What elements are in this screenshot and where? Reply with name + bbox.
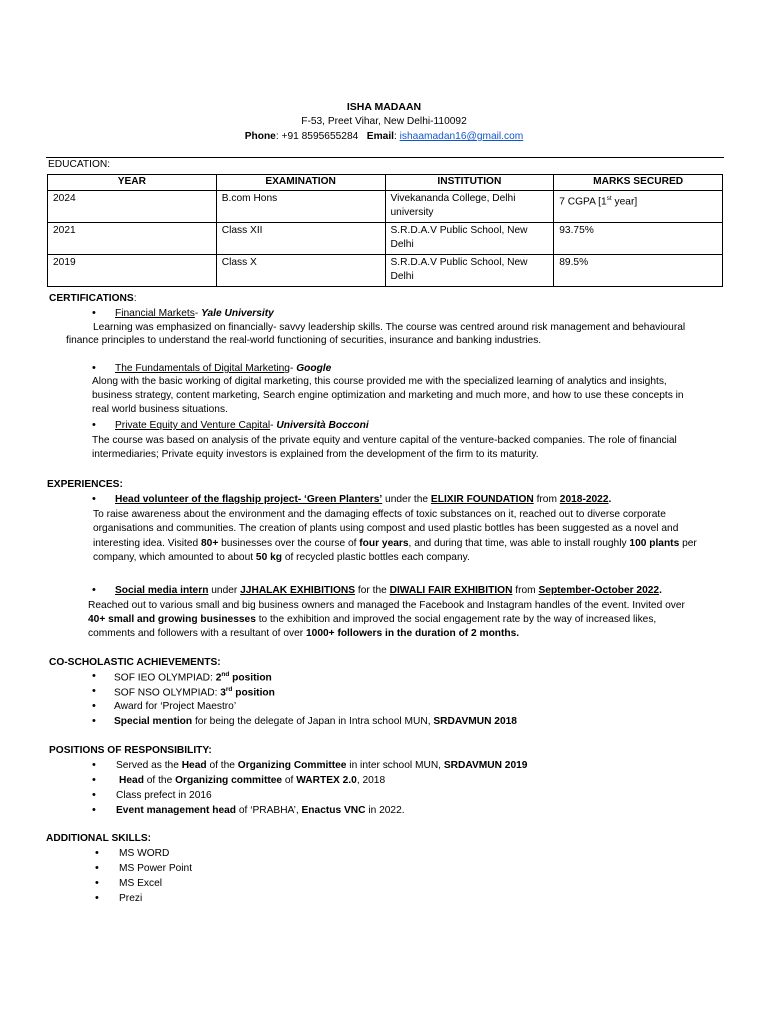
exp-desc-line [93, 538, 697, 549]
education-heading-text: EDUCATION [48, 159, 108, 170]
bullet-icon: • [92, 804, 96, 816]
exp-text: per [679, 538, 697, 549]
cert-desc-line: finance principles to understand the real-world functioning of securities, insurance and banking industries. [66, 335, 542, 346]
item-text: Special mention [114, 716, 193, 727]
skill-item: MS WORD [119, 848, 170, 859]
cell-year: 2019 [48, 254, 217, 286]
cert-sep: - [289, 363, 297, 374]
cell-inst: Vivekananda College, Delhi university [385, 190, 554, 222]
education-heading [48, 159, 110, 170]
item-text: Organizing committee [175, 775, 283, 786]
cert-name: Private Equity and Venture Capital [115, 420, 271, 431]
item-text: Enactus VNC [301, 805, 366, 816]
list-item [114, 686, 275, 698]
cert-sep: - [194, 308, 202, 319]
bullet-icon: • [92, 759, 96, 771]
phone-label: Phone [244, 131, 276, 142]
exp-text: from [512, 585, 539, 596]
exp-text: four years [359, 538, 409, 549]
item-text: 2 [215, 672, 222, 684]
exp-text: 100 plants [629, 538, 680, 549]
item-text: WARTEX 2.0 [296, 775, 357, 786]
exp-role: Head volunteer of the flagship project- ‘Green Planters’ [115, 494, 383, 505]
cert-title [115, 308, 274, 319]
experience-title [115, 494, 611, 505]
exp-desc-line: organisations and communities. The creation of plants using compost and used plastic bottles has been suggested as a novel and [93, 523, 679, 534]
exp-text: interesting idea. Visited [93, 538, 201, 549]
marks-sup: st [606, 194, 612, 202]
exp-desc-line [88, 614, 656, 625]
cell-exam: B.com Hons [216, 190, 385, 222]
item-text: in inter school MUN, [346, 760, 444, 771]
phone-number: : +91 8595655284 [275, 131, 359, 142]
exp-desc-line [88, 628, 519, 639]
exp-text: , and during that time, was able to install roughly [408, 538, 630, 549]
exp-dates: September-October 2022 [538, 585, 660, 596]
exp-text: for the [355, 585, 390, 596]
item-text: of the [206, 760, 238, 771]
bullet-icon: • [92, 670, 96, 682]
cert-desc-line: real world business situations. [92, 404, 228, 415]
email-label: Email [366, 131, 394, 142]
col-marks: MARKS SECURED [554, 175, 723, 191]
exp-desc-line: Reached out to various small and big business owners and managed the Facebook and Instagram handles of the event. Invited over [88, 600, 685, 611]
exp-text: . [659, 585, 662, 596]
table-row [48, 190, 723, 222]
bullet-icon: • [95, 862, 99, 874]
certifications-heading-text: CERTIFICATIONS [49, 293, 134, 304]
cell-exam: Class X [216, 254, 385, 286]
item-sup: nd [221, 671, 230, 678]
candidate-address: F-53, Preet Vihar, New Delhi-110092 [301, 116, 467, 127]
item-text: Organizing Committee [237, 760, 347, 771]
cell-marks: 93.75% [554, 222, 723, 254]
bullet-icon: • [95, 892, 99, 904]
cert-title [115, 420, 369, 431]
skill-item: MS Power Point [119, 863, 193, 874]
exp-desc-line: To raise awareness about the environment and the damaging effects of toxic substances on it, reached out to diverse corporate [93, 509, 666, 520]
exp-text: 50 kg [255, 552, 282, 563]
item-text: of ‘PRABHA’, [236, 805, 302, 816]
cert-name: The Fundamentals of Digital Marketing [115, 363, 290, 374]
item-text: for being the delegate of Japan in Intra school MUN, [192, 716, 434, 727]
exp-event: DIWALI FAIR EXHIBITION [389, 585, 513, 596]
bullet-icon: • [92, 584, 96, 596]
cell-year: 2021 [48, 222, 217, 254]
bullet-icon: • [92, 774, 96, 786]
candidate-name: ISHA MADAAN [346, 101, 422, 113]
cert-desc-line: Along with the basic working of digital marketing, this course provided me with the specialized learning of analytics and insights, [92, 376, 667, 387]
exp-org: JJHALAK EXHIBITIONS [240, 585, 356, 596]
exp-dates: 2018-2022 [559, 494, 609, 505]
bullet-icon: • [95, 877, 99, 889]
exp-text: 40+ small and growing businesses [88, 614, 256, 625]
item-text: position [232, 687, 275, 699]
skill-item: MS Excel [119, 878, 163, 889]
table-row [48, 254, 723, 286]
bullet-icon: • [92, 685, 96, 697]
exp-text: from [533, 494, 560, 505]
marks-text-end: year] [611, 195, 638, 207]
email-link[interactable]: ishaamadan16@gmail.com [399, 131, 524, 142]
exp-text: of recycled plastic bottles each company. [281, 552, 470, 563]
item-text: in 2022. [365, 805, 405, 816]
cert-desc-line: The course was based on analysis of the private equity and venture capital of the venture-backed companies. The role of financial [92, 435, 677, 446]
item-text: 3 [220, 687, 226, 699]
item-text: SOF NSO OLYMPIAD: [114, 687, 221, 699]
cert-org: Yale University [201, 308, 274, 319]
cell-marks [554, 190, 723, 222]
bullet-icon: • [92, 419, 96, 431]
cert-org: Università Bocconi [276, 420, 369, 431]
bullet-icon: • [95, 847, 99, 859]
bullet-icon: • [92, 789, 96, 801]
col-examination: EXAMINATION [216, 175, 385, 191]
cell-inst: S.R.D.A.V Public School, New Delhi [385, 254, 554, 286]
col-year: YEAR [48, 175, 217, 191]
exp-desc-line [93, 552, 470, 563]
positions-heading: POSITIONS OF RESPONSIBILITY: [49, 745, 212, 756]
exp-text: 80+ [200, 538, 219, 549]
exp-text: 1000+ followers in the duration of 2 months. [306, 628, 520, 639]
exp-text: under [208, 585, 241, 596]
bullet-icon: • [92, 362, 96, 374]
exp-text: comments and followers with a resultant of over [88, 628, 306, 639]
item-text: , 2018 [356, 775, 386, 786]
item-text: SRDAVMUN 2018 [433, 716, 517, 727]
cert-desc-line: Learning was emphasized on financially- savvy leadership skills. The course was centred around risk management and behavioural [93, 322, 686, 333]
cert-org: Google [296, 363, 332, 374]
item-text: position [229, 672, 272, 684]
cert-name: Financial Markets [115, 308, 195, 319]
skill-item: Prezi [119, 893, 143, 904]
cell-year: 2024 [48, 190, 217, 222]
item-text: Served as the [116, 760, 182, 771]
cert-title [115, 363, 331, 374]
experience-title [115, 585, 662, 596]
certifications-heading [49, 293, 137, 304]
marks-text: 7 CGPA [1 [559, 195, 607, 207]
bullet-icon: • [92, 715, 96, 727]
list-item [116, 760, 527, 771]
exp-org: ELIXIR FOUNDATION [430, 494, 534, 505]
cell-marks: 89.5% [554, 254, 723, 286]
item-text: Head [181, 760, 207, 771]
exp-text: company, which amounted to about [93, 552, 256, 563]
exp-text: . [608, 494, 612, 505]
cell-inst: S.R.D.A.V Public School, New Delhi [385, 222, 554, 254]
exp-text: to the exhibition and improved the social engagement rate by the way of increased likes, [255, 614, 657, 625]
list-item [116, 805, 405, 816]
bullet-icon: • [92, 700, 96, 712]
email-sep: : [393, 131, 400, 142]
coscholastic-heading: CO-SCHOLASTIC ACHIEVEMENTS: [49, 657, 221, 668]
item-text: of [282, 775, 297, 786]
bullet-icon: • [92, 493, 96, 505]
list-item [119, 775, 385, 786]
list-item [114, 671, 272, 683]
table-header-row [48, 175, 723, 191]
exp-text: businesses over the course of [218, 538, 360, 549]
cert-sep: - [270, 420, 277, 431]
experiences-heading: EXPERIENCES: [47, 479, 123, 490]
exp-role: Social media intern [115, 585, 209, 596]
contact-line [0, 131, 768, 142]
bullet-icon: • [92, 307, 96, 319]
item-text: of the [143, 775, 176, 786]
item-text: Event management head [116, 805, 237, 816]
cell-exam: Class XII [216, 222, 385, 254]
item-text: SRDAVMUN 2019 [443, 760, 528, 771]
header-divider [46, 157, 724, 158]
list-item: Award for ‘Project Maestro’ [114, 701, 237, 712]
list-item [114, 716, 517, 727]
cert-desc-line: intermediaries; Private equity investors is explained from the development of the firm to its maturity. [92, 449, 539, 460]
table-row [48, 222, 723, 254]
cert-desc-line: business strategy, content marketing, Search engine optimization and marketing and much more, and how to use these concepts in [92, 390, 684, 401]
col-institution: INSTITUTION [385, 175, 554, 191]
education-heading-colon: : [107, 159, 111, 170]
skills-heading: ADDITIONAL SKILLS: [46, 833, 152, 844]
certifications-heading-colon: : [133, 293, 137, 304]
item-text: SOF IEO OLYMPIAD: [114, 672, 216, 684]
item-text: Head [119, 775, 144, 786]
list-item: Class prefect in 2016 [116, 790, 212, 801]
exp-text: under the [382, 494, 431, 505]
item-sup: rd [225, 686, 233, 693]
education-table [47, 174, 723, 287]
